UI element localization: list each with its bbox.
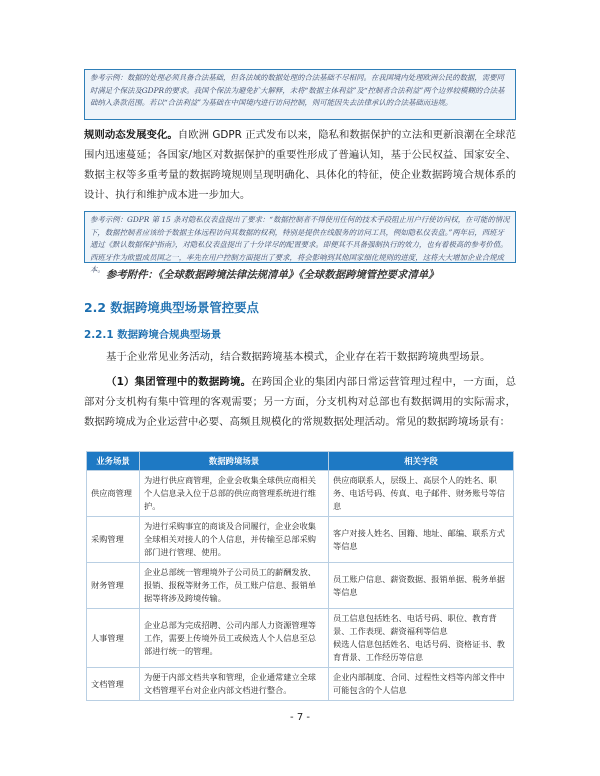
reference-example-text: 参考示例：数据的处理必须具备合法基础，但各法域的数据处理的合法基础不尽相同。在我国境内处理欧洲公民的数据，需要同时满足个保法及GDPR的要求。我国个保法为避免扩大解释，未将“数据主体利益”及“控制者合法利益”两个边界较模糊的合法基础纳入条款范围。若以“合法利益”为基础在中国境内进行访问控制，则可能因失去法律承认的合法基础而违规。 bbox=[90, 73, 505, 108]
table-cell-description: 为进行采购事宜的商谈及合同履行，企业会收集全球相关对接人的个人信息，并传输至总部采购部门进行管理、使用。 bbox=[140, 517, 329, 563]
subsection-heading: 2.2.1 数据跨境合规典型场景 bbox=[84, 329, 222, 341]
paragraph-lead: 规则动态发展变化。 bbox=[84, 129, 178, 141]
table-header-cell: 数据跨境场景 bbox=[140, 452, 329, 471]
table-row bbox=[87, 609, 514, 668]
paragraph-group-management bbox=[84, 372, 516, 432]
section-heading: 2.2 数据跨境典型场景管控要点 bbox=[84, 300, 259, 315]
table-row bbox=[87, 471, 514, 517]
paragraph-body: 在跨国企业的集团内部日常运营管理过程中，一方面，总部对分支机构有集中管理的客观需要；另一方面，分支机构对总部也有数据调用的实际需求，数据跨境成为企业运营中必要、高频且规模化的常规数据处理活动。常见的数据跨境场景有： bbox=[84, 376, 517, 428]
table-cell-description: 为便于内部文档共享和管理，企业通常建立全球文档管理平台对企业内部文档进行整合。 bbox=[140, 668, 329, 701]
table-cell-fields: 员工信息包括姓名、电话号码、职位、教育背景、工作表现、薪资福利等信息 候选人信息包括姓名、电话号码、资格证书、教育背景、工作经历等信息 bbox=[329, 609, 514, 668]
table-cell-fields: 员工账户信息、薪资数据、报销单据、税务单据等信息 bbox=[329, 563, 514, 609]
scenario-table bbox=[86, 451, 514, 701]
table-row bbox=[87, 563, 514, 609]
table-row bbox=[87, 668, 514, 701]
paragraph-body: 自欧洲 GDPR 正式发布以来，隐私和数据保护的立法和更新浪潮在全球范围内迅速蔓延；各国家/地区对数据保护的重要性形成了普遍认知，基于公民权益、国家安全、数据主权等多重考量的数据跨境规则呈现明确化、具体化的特征，使企业数据跨境合规体系的设计、执行和维护成本进一步加大。 bbox=[84, 129, 516, 201]
reference-example-text: 参考示例：GDPR 第 15 条对隐私仪表盘提出了要求：“数据控制者不得使用任何的技术手段阻止用户行使访问权，在可能的情况下，数据控制者应该给予数据主体远程访问其数据的权利，特别是提供在线服务的访问工具，例如隐私仪表盘。”两年后，西班牙通过《默认数据保护指南》，对隐私仪表盘提出了十分详尽的配置要求。即便其不具备强制执行的效力，也有着极高的参考价值。西班牙作为欧盟成员国之一，率先在用户控制方面提出了要求，将会影响到其他国家细化规则的进度，这将大大增加企业合规成本。 bbox=[90, 215, 510, 275]
table-cell-fields: 企业内部制度、合同、过程性文档等内部文件中可能包含的个人信息 bbox=[329, 668, 514, 701]
table-row bbox=[87, 517, 514, 563]
table-header-cell: 相关字段 bbox=[329, 452, 514, 471]
table-cell-fields: 客户对接人姓名、国籍、地址、邮编、联系方式等信息 bbox=[329, 517, 514, 563]
table-header-cell: 业务场景 bbox=[87, 452, 140, 471]
table-header-row bbox=[87, 452, 514, 471]
table-cell-description: 为进行供应商管理，企业会收集全球供应商相关个人信息录入位于总部的供应商管理系统进行维护。 bbox=[140, 471, 329, 517]
reference-example-box bbox=[84, 69, 516, 120]
table-cell-scenario: 供应商管理 bbox=[87, 471, 140, 517]
paragraph-lead: （1）集团管理中的数据跨境。 bbox=[106, 376, 252, 388]
reference-attachments: 参考附件：《全球数据跨境法律法规清单》《全球数据跨境管控要求清单》 bbox=[106, 269, 439, 281]
paragraph-intro: 基于企业常见业务活动，结合数据跨境基本模式，企业存在若干数据跨境典型场景。 bbox=[106, 351, 491, 363]
paragraph-rule-changes bbox=[84, 125, 516, 205]
table-cell-scenario: 人事管理 bbox=[87, 609, 140, 668]
table-cell-description: 企业总部为完成招聘、公司内部人力资源管理等工作，需要上传境外员工或候选人个人信息至总部进行统一的管理。 bbox=[140, 609, 329, 668]
table-cell-scenario: 文档管理 bbox=[87, 668, 140, 701]
table-cell-fields: 供应商联系人，层级上、高层个人的姓名、职务、电话号码、传真、电子邮件、财务账号等信息 bbox=[329, 471, 514, 517]
table-cell-scenario: 财务管理 bbox=[87, 563, 140, 609]
table-cell-description: 企业总部统一管理境外子公司员工的薪酬发放、报销、报税等财务工作，员工账户信息、报销单据等将涉及跨境传输。 bbox=[140, 563, 329, 609]
table-cell-scenario: 采购管理 bbox=[87, 517, 140, 563]
page-number: - 7 - bbox=[290, 712, 310, 723]
